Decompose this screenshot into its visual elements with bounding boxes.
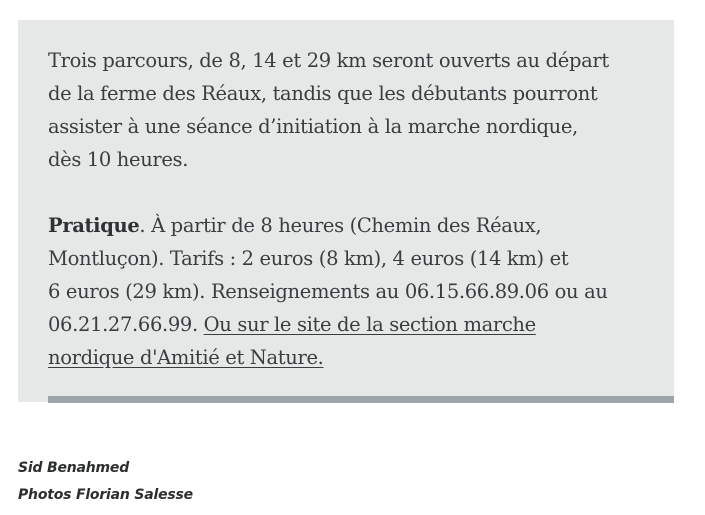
practical-text: . À partir de 8 heures (Chemin des Réaux, [139,214,542,237]
section-website-link-continued[interactable]: nordique d'Amitié et Nature. [48,346,324,369]
box-bottom-rule [48,396,674,403]
article-paragraph-practical [48,209,658,374]
section-website-link[interactable]: Ou sur le site de la section marche [203,313,536,336]
photo-credit: Photos Florian Salesse [18,487,193,503]
paragraph-line: dès 10 heures. [48,148,189,171]
practical-info-box [18,20,674,402]
phone-text: 06.21.27.66.99. [48,313,204,336]
paragraph-line: Montluçon). Tarifs : 2 euros (8 km), 4 euros (14 km) et [48,247,569,270]
paragraph-line [48,308,658,341]
article-credits [18,455,193,509]
paragraph-line: 6 euros (29 km). Renseignements au 06.15.66.89.06 ou au [48,280,608,303]
paragraph-line: assister à une séance d’initiation à la marche nordique, [48,115,578,138]
article-paragraph-intro [48,44,648,176]
paragraph-line [48,209,658,242]
paragraph-line: Trois parcours, de 8, 14 et 29 km seront ouverts au départ [48,49,609,72]
paragraph-line [48,341,658,374]
practical-label: Pratique [48,214,140,237]
author-credit: Sid Benahmed [18,460,130,476]
paragraph-line: de la ferme des Réaux, tandis que les débutants pourront [48,82,598,105]
